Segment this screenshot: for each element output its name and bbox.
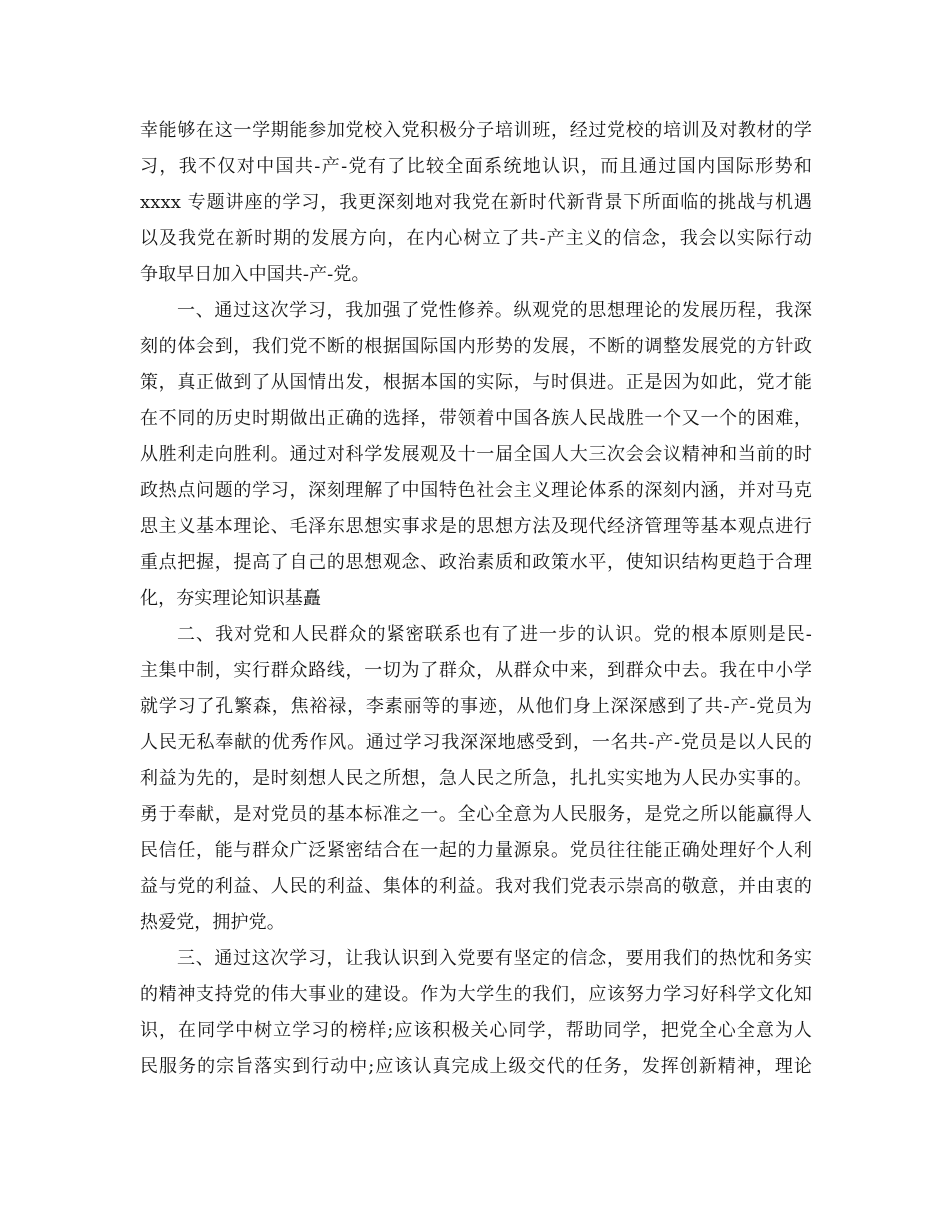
text-line: xxxx 专题讲座的学习，我更深刻地对我党在新时代新背景下所面临的挑战与机遇 — [140, 192, 812, 213]
text-line: 就学习了孔繁森，焦裕禄，李素丽等的事迹，从他们身上深深感到了共-产-党员为 — [140, 696, 812, 717]
text-line: 利益为先的，是时刻想人民之所想，急人民之所急，扎扎实实地为人民办实事的。 — [140, 768, 812, 789]
text-line: 化，夯实理论知识基矗 — [140, 588, 321, 609]
text-line: 民信任，能与群众广泛紧密结合在一起的力量源泉。党员往往能正确处理好个人利 — [140, 840, 812, 861]
text-line: 主集中制，实行群众路线，一切为了群众，从群众中来，到群众中去。我在中小学 — [140, 660, 812, 681]
text-line: 人民无私奉献的优秀作风。通过学习我深深地感受到，一名共-产-党员是以人民的 — [140, 732, 812, 753]
document-body — [140, 113, 812, 1085]
text-line: 习，我不仅对中国共-产-党有了比较全面系统地认识，而且通过国内国际形势和 — [140, 156, 812, 177]
text-line: 识，在同学中树立学习的榜样;应该积极关心同学，帮助同学，把党全心全意为人 — [140, 1020, 812, 1041]
text-line: 刻的体会到，我们党不断的根据国际国内形势的发展，不断的调整发展党的方针政 — [140, 336, 812, 357]
text-line: 三、通过这次学习，让我认识到入党要有坚定的信念，要用我们的热忱和务实 — [177, 948, 812, 969]
text-line: 在不同的历史时期做出正确的选择，带领着中国各族人民战胜一个又一个的困难， — [140, 408, 812, 429]
text-line: 重点把握，提高了自己的思想观念、政治素质和政策水平，使知识结构更趋于合理 — [140, 552, 812, 573]
text-line: 以及我党在新时期的发展方向，在内心树立了共-产主义的信念，我会以实际行动 — [140, 228, 812, 249]
text-line: 的精神支持党的伟大事业的建设。作为大学生的我们，应该努力学习好科学文化知 — [140, 984, 812, 1005]
text-line: 勇于奉献，是对党员的基本标准之一。全心全意为人民服务，是党之所以能赢得人 — [140, 804, 812, 825]
text-line: 思主义基本理论、毛泽东思想实事求是的思想方法及现代经济管理等基本观点进行 — [140, 516, 812, 537]
text-line: 民服务的宗旨落实到行动中;应该认真完成上级交代的任务，发挥创新精神，理论 — [140, 1056, 812, 1077]
text-line: 政热点问题的学习，深刻理解了中国特色社会主义理论体系的深刻内涵，并对马克 — [140, 480, 812, 501]
paragraph-4 — [140, 941, 812, 1085]
text-line: 策，真正做到了从国情出发，根据本国的实际，与时俱进。正是因为如此，党才能 — [140, 372, 812, 393]
paragraph-3 — [140, 617, 812, 941]
paragraph-2 — [140, 293, 812, 617]
text-line: 幸能够在这一学期能参加党校入党积极分子培训班，经过党校的培训及对教材的学 — [140, 120, 812, 141]
text-line: 一、通过这次学习，我加强了党性修养。纵观党的思想理论的发展历程，我深 — [177, 300, 812, 321]
paragraph-1 — [140, 113, 812, 293]
text-line: 从胜利走向胜利。通过对科学发展观及十一届全国人大三次会会议精神和当前的时 — [140, 444, 812, 465]
text-line: 益与党的利益、人民的利益、集体的利益。我对我们党表示崇高的敬意，并由衷的 — [140, 876, 812, 897]
text-line: 争取早日加入中国共-产-党。 — [140, 264, 370, 285]
text-line: 二、我对党和人民群众的紧密联系也有了进一步的认识。党的根本原则是民- — [177, 624, 812, 645]
text-line: 热爱党，拥护党。 — [140, 912, 285, 933]
